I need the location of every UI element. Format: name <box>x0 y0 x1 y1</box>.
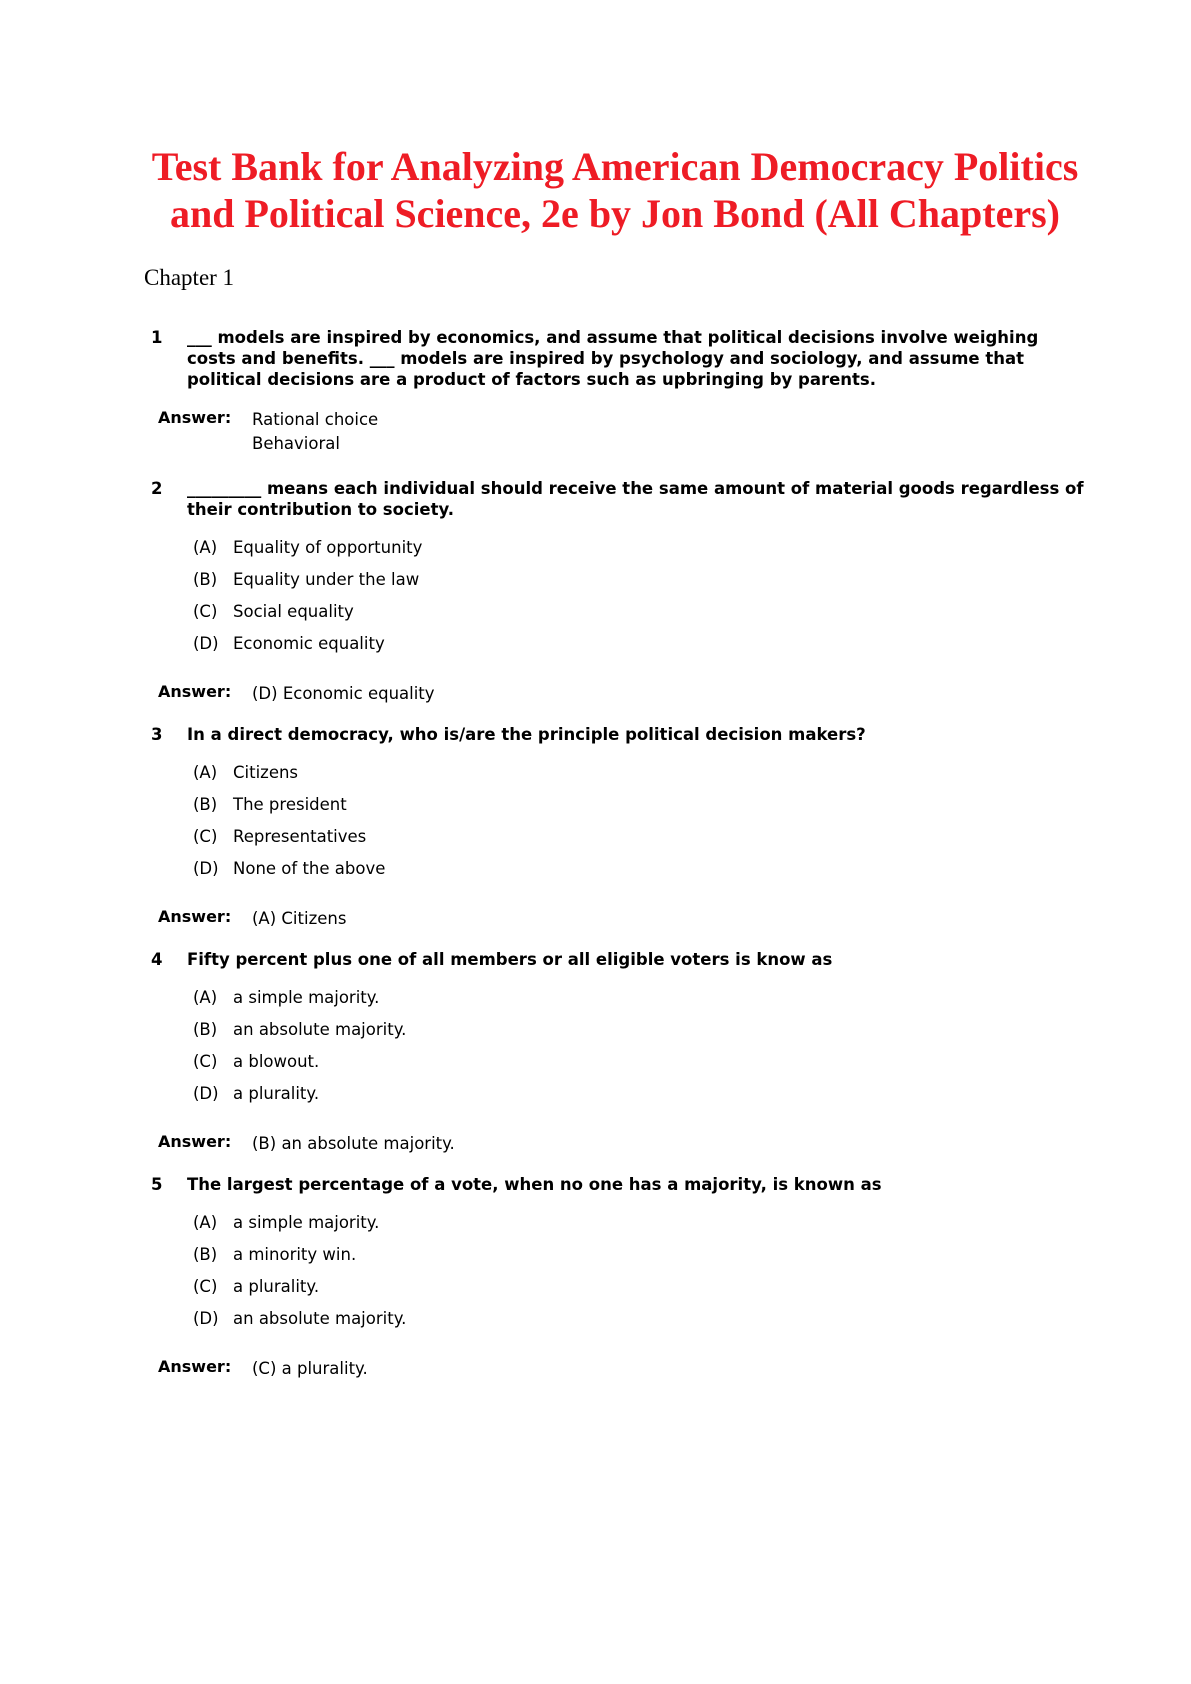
answer-option <box>193 794 347 815</box>
option-text: None of the above <box>233 859 386 878</box>
option-text: a minority win. <box>233 1245 357 1264</box>
answer-option <box>193 826 366 847</box>
question-text: The largest percentage of a vote, when no one has a majority, is known as <box>187 1175 882 1194</box>
question-text: Fifty percent plus one of all members or all eligible voters is know as <box>187 950 833 969</box>
chapter-heading: Chapter 1 <box>144 265 235 290</box>
option-letter: (A) <box>193 988 218 1007</box>
option-letter: (D) <box>193 859 219 878</box>
answer-text: (D) Economic equality <box>252 684 435 703</box>
option-letter: (B) <box>193 795 218 814</box>
option-letter: (D) <box>193 1309 219 1328</box>
option-letter: (C) <box>193 1052 218 1071</box>
answer-label: Answer: <box>158 907 232 926</box>
question-number: 4 <box>151 950 163 969</box>
option-text: Citizens <box>233 763 299 782</box>
option-letter: (C) <box>193 1277 218 1296</box>
option-letter: (A) <box>193 538 218 557</box>
answer-option <box>193 858 385 879</box>
answer-option <box>193 1244 356 1265</box>
option-text: Representatives <box>233 827 367 846</box>
answer-option <box>193 987 379 1008</box>
answer-text: (B) an absolute majority. <box>252 1134 455 1153</box>
answer-text: (A) Citizens <box>252 909 347 928</box>
answer-text: Rational choice Behavioral <box>252 410 379 453</box>
answer-option <box>193 1051 319 1072</box>
option-letter: (C) <box>193 827 218 846</box>
option-text: a blowout. <box>233 1052 320 1071</box>
option-text: Equality of opportunity <box>233 538 423 557</box>
question-text: In a direct democracy, who is/are the principle political decision makers? <box>187 725 866 744</box>
option-text: The president <box>233 795 347 814</box>
option-letter: (B) <box>193 570 218 589</box>
answer-label: Answer: <box>158 408 232 427</box>
answer-option <box>193 1019 406 1040</box>
answer-option <box>193 633 385 654</box>
option-letter: (D) <box>193 1084 219 1103</box>
option-letter: (B) <box>193 1020 218 1039</box>
question-text: _________ means each individual should receive the same amount of material goods regardless of their contribution to society. <box>187 479 1084 519</box>
answer-option <box>193 569 419 590</box>
question-number: 2 <box>151 479 163 498</box>
option-text: a simple majority. <box>233 1213 380 1232</box>
answer-option <box>193 1083 319 1104</box>
option-text: Social equality <box>233 602 354 621</box>
question-number: 3 <box>151 725 163 744</box>
option-text: a plurality. <box>233 1084 320 1103</box>
question-number: 5 <box>151 1175 163 1194</box>
question-text: ___ models are inspired by economics, and assume that political decisions involve weighing costs and benefits. ___ models are inspired by psychology and sociology, and assume that political decisions are a product of factors such as upbringing by parents. <box>187 328 1039 389</box>
answer-option <box>193 762 298 783</box>
answer-label: Answer: <box>158 1357 232 1376</box>
option-text: a plurality. <box>233 1277 320 1296</box>
option-letter: (B) <box>193 1245 218 1264</box>
question-number: 1 <box>151 328 163 347</box>
answer-option <box>193 537 422 558</box>
option-text: an absolute majority. <box>233 1020 407 1039</box>
answer-text: (C) a plurality. <box>252 1359 368 1378</box>
option-text: an absolute majority. <box>233 1309 407 1328</box>
option-letter: (C) <box>193 602 218 621</box>
answer-option <box>193 601 354 622</box>
option-text: a simple majority. <box>233 988 380 1007</box>
option-letter: (A) <box>193 1213 218 1232</box>
option-letter: (D) <box>193 634 219 653</box>
option-text: Equality under the law <box>233 570 420 589</box>
option-letter: (A) <box>193 763 218 782</box>
document-title: Test Bank for Analyzing American Democracy Politics and Political Science, 2e by Jon Bond (All Chapters) <box>151 144 1079 236</box>
answer-option <box>193 1212 379 1233</box>
answer-label: Answer: <box>158 1132 232 1151</box>
answer-option <box>193 1308 406 1329</box>
answer-option <box>193 1276 319 1297</box>
option-text: Economic equality <box>233 634 385 653</box>
answer-label: Answer: <box>158 682 232 701</box>
